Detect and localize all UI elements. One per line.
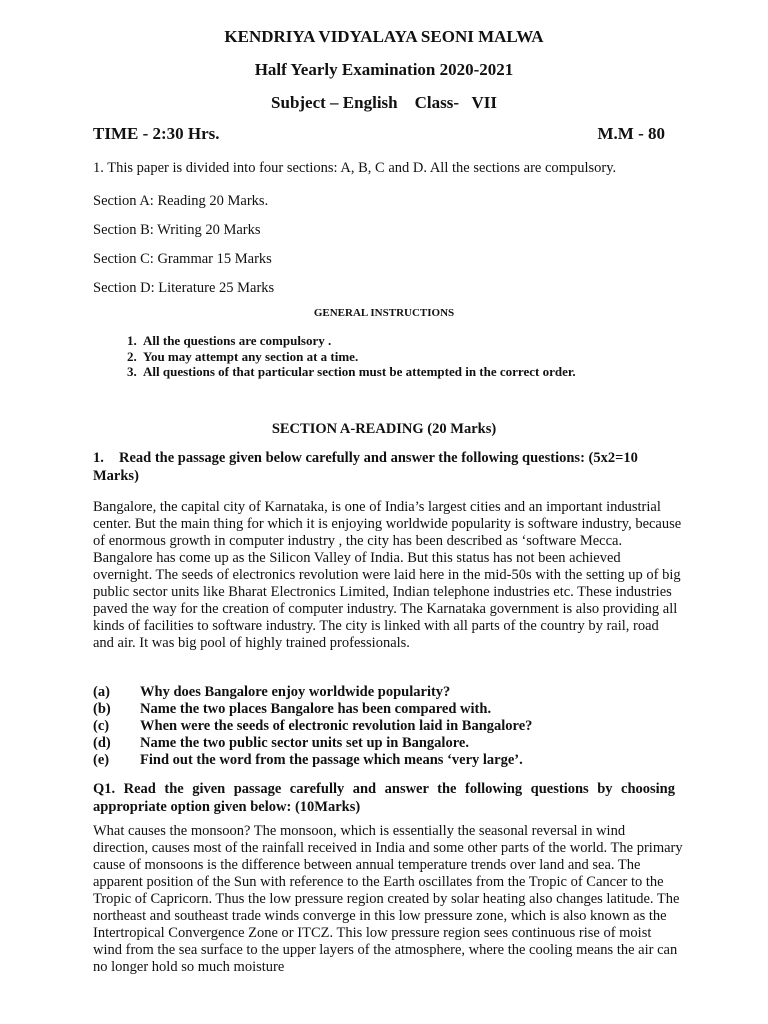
instruction-item: 1. All the questions are compulsory . xyxy=(140,333,576,349)
sub-question-label: (e) xyxy=(93,752,110,768)
instructions-list xyxy=(93,333,576,380)
sub-question-text: Name the two public sector units set up in Bangalore. xyxy=(140,735,469,751)
section-c-marks: Section C: Grammar 15 Marks xyxy=(93,251,272,267)
sub-question-label: (d) xyxy=(93,735,111,751)
passage-bangalore: Bangalore, the capital city of Karnataka, is one of India’s largest cities and an important industrial center. But the main thing for which it is enjoying worldwide popularity is software industry, because of enormous growth in computer industry , the city has been described as ‘software Mecca. Bangalore has come up as the Silicon Valley of India. But this status has not been achieved overnight. The seeds of electronics revolution were laid here in the mid-50s with the setting up of big public sector units like Bharat Electronics Limited, Indian telephone industries etc. These industries paved the way for the creation of computer industry. The Karnataka government is also providing all kinds of facilities to software industry. The city is linked with all parts of the country by rail, road and air. It was big pool of highly trained professionals. xyxy=(93,499,682,651)
question-monsoon: Q1. Read the given passage carefully and answer the following questions by choosing appropriate option given below: (10Marks) xyxy=(93,781,675,815)
sub-question xyxy=(93,735,683,752)
question-1-number: 1. xyxy=(93,450,104,466)
question-1-text: Read the passage given below carefully and answer the following questions: (5x2=10 Marks) xyxy=(93,450,638,484)
sub-question-text: Why does Bangalore enjoy worldwide popularity? xyxy=(140,684,451,700)
sub-question-text: When were the seeds of electronic revolution laid in Bangalore? xyxy=(140,718,533,734)
school-name: KENDRIYA VIDYALAYA SEONI MALWA xyxy=(224,27,544,46)
question-1 xyxy=(93,449,683,485)
max-marks: M.M - 80 xyxy=(597,124,665,143)
sub-question xyxy=(93,752,683,769)
instruction-item: 2. You may attempt any section at a time. xyxy=(140,349,576,365)
subject-class: Subject – English Class- VII xyxy=(271,93,497,112)
general-instructions-heading: GENERAL INSTRUCTIONS xyxy=(313,307,455,319)
passage-monsoon: What causes the monsoon? The monsoon, which is essentially the seasonal reversal in wind direction, causes most of the rainfall received in India and some other parts of the world. The primary cause of monsoons is the difference between annual temperature trends over land and sea. The apparent position of the Sun with reference to the Earth oscillates from the Tropic of Cancer to the Tropic of Capricorn. Thus the low pressure region created by solar heating also changes latitude. The northeast and southeast trade winds converge in this low pressure zone, which is also known as the Intertropical Convergence Zone or ITCZ. This low pressure region sees continuous rise of moist wind from the sea surface to the upper layers of the atmosphere, where the cooling means the air can no longer hold so much moisture xyxy=(93,823,683,975)
sub-question xyxy=(93,718,683,735)
sub-question xyxy=(93,684,683,701)
sub-question-label: (b) xyxy=(93,701,111,717)
exam-title: Half Yearly Examination 2020-2021 xyxy=(254,60,514,79)
section-b-marks: Section B: Writing 20 Marks xyxy=(93,222,261,238)
sub-question xyxy=(93,701,683,718)
intro-text: 1. This paper is divided into four sections: A, B, C and D. All the sections are compulsory. xyxy=(93,160,617,176)
section-a-marks: Section A: Reading 20 Marks. xyxy=(93,193,269,209)
sub-question-text: Name the two places Bangalore has been compared with. xyxy=(140,701,492,717)
sub-questions-list xyxy=(93,684,683,769)
section-d-marks: Section D: Literature 25 Marks xyxy=(93,280,275,296)
instruction-item: 3. All questions of that particular section must be attempted in the correct order. xyxy=(140,364,576,380)
section-a-heading: SECTION A-READING (20 Marks) xyxy=(271,421,497,437)
time-allowed: TIME - 2:30 Hrs. xyxy=(93,124,220,143)
sub-question-text: Find out the word from the passage which means ‘very large’. xyxy=(140,752,523,768)
time-marks-row xyxy=(93,124,665,144)
sub-question-label: (a) xyxy=(93,684,110,700)
sub-question-label: (c) xyxy=(93,718,110,734)
